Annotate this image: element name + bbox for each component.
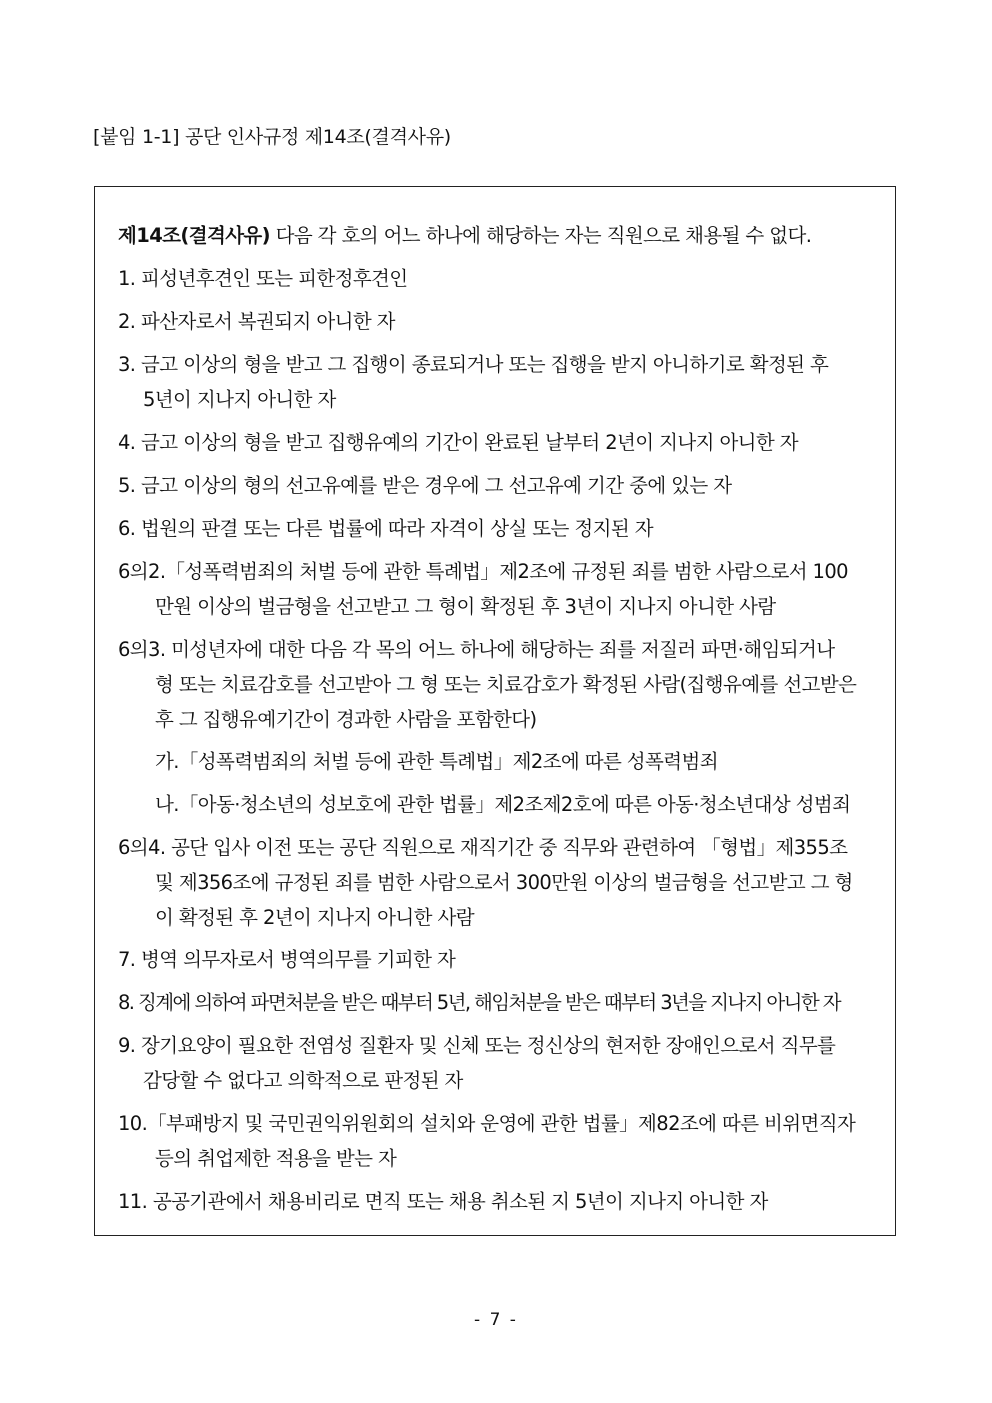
subitem-na: [155, 793, 850, 817]
item-label: 1.: [118, 267, 136, 290]
item-text: 「아동·청소년의 성보호에 관한 법률」제2조제2호에 따른 아동·청소년대상 성범죄: [178, 793, 851, 816]
article-heading-line: [118, 224, 878, 248]
item-label: 10.: [118, 1112, 148, 1135]
item-label: 나.: [155, 793, 179, 816]
item-text: 장기요양이 필요한 전염성 질환자 및 신체 또는 정신상의 현저한 장애인으로서 직무를: [141, 1034, 836, 1057]
item-6-2: [118, 560, 848, 584]
item-text: 「성폭력범죄의 처벌 등에 관한 특례법」제2조에 따른 성폭력범죄: [178, 750, 718, 773]
item-label: 6.: [118, 517, 136, 540]
item-7: [118, 948, 455, 972]
item-9-continuation: 감당할 수 없다고 의학적으로 판정된 자: [143, 1069, 463, 1092]
item-text: 금고 이상의 형을 받고 집행유예의 기간이 완료된 날부터 2년이 지나지 아니한 자: [141, 431, 798, 454]
item-3-continuation: 5년이 지나지 아니한 자: [143, 388, 336, 411]
subitem-ga: [155, 750, 718, 774]
item-label: 11.: [118, 1190, 148, 1213]
item-label: 가.: [155, 750, 179, 773]
item-text: 파산자로서 복권되지 아니한 자: [141, 310, 395, 333]
item-4: [118, 431, 798, 455]
article-intro: 다음 각 호의 어느 하나에 해당하는 자는 직원으로 채용될 수 없다.: [275, 224, 812, 247]
item-8: [118, 991, 840, 1015]
item-label: 6의2.: [118, 560, 166, 583]
item-label: 2.: [118, 310, 136, 333]
item-label: 5.: [118, 474, 136, 497]
item-5: [118, 474, 731, 498]
article-heading: 제14조(결격사유): [118, 224, 270, 247]
item-6: [118, 517, 653, 541]
item-text: 「부패방지 및 국민권익위원회의 설치와 운영에 관한 법률」제82조에 따른 비위면직자: [147, 1112, 856, 1135]
item-9: [118, 1034, 835, 1058]
item-text: 법원의 판결 또는 다른 법률에 따라 자격이 상실 또는 정지된 자: [141, 517, 653, 540]
item-6-2-continuation: 만원 이상의 벌금형을 선고받고 그 형이 확정된 후 3년이 지나지 아니한 사람: [155, 595, 776, 618]
item-10-continuation: 등의 취업제한 적용을 받는 자: [155, 1147, 397, 1170]
item-6-3-continuation-2: 후 그 집행유예기간이 경과한 사람을 포함한다): [155, 708, 537, 731]
item-6-4-continuation-2: 이 확정된 후 2년이 지나지 아니한 사람: [155, 906, 474, 929]
item-6-3-continuation-1: 형 또는 치료감호를 선고받아 그 형 또는 치료감호가 확정된 사람(집행유예를 선고받은: [155, 673, 857, 696]
item-11: [118, 1190, 768, 1214]
attachment-title: [붙임 1-1] 공단 인사규정 제14조(결격사유): [93, 126, 451, 148]
item-1: [118, 267, 408, 291]
item-text: 공공기관에서 채용비리로 면직 또는 채용 취소된 지 5년이 지나지 아니한 자: [152, 1190, 768, 1213]
page-number: - 7 -: [474, 1310, 518, 1330]
item-text: 공단 입사 이전 또는 공단 직원으로 재직기간 중 직무와 관련하여 「형법」제355조: [171, 836, 848, 859]
item-text: 금고 이상의 형의 선고유예를 받은 경우에 그 선고유예 기간 중에 있는 자: [141, 474, 732, 497]
item-6-4-continuation-1: 및 제356조에 규정된 죄를 범한 사람으로서 300만원 이상의 벌금형을 선고받고 그 형: [155, 871, 853, 894]
item-3: [118, 353, 828, 377]
item-text: 금고 이상의 형을 받고 그 집행이 종료되거나 또는 집행을 받지 아니하기로 확정된 후: [141, 353, 829, 376]
item-label: 6의3.: [118, 638, 166, 661]
item-6-3: [118, 638, 834, 662]
item-10: [118, 1112, 855, 1136]
item-text: 「성폭력범죄의 처벌 등에 관한 특례법」제2조에 규정된 죄를 범한 사람으로서 100: [165, 560, 848, 583]
item-text: 미성년자에 대한 다음 각 목의 어느 하나에 해당하는 죄를 저질러 파면·해임되거나: [171, 638, 835, 661]
item-label: 9.: [118, 1034, 136, 1057]
item-label: 8.: [118, 991, 134, 1014]
item-2: [118, 310, 395, 334]
item-text: 병역 의무자로서 병역의무를 기피한 자: [141, 948, 456, 971]
item-label: 7.: [118, 948, 136, 971]
item-label: 3.: [118, 353, 136, 376]
item-label: 4.: [118, 431, 136, 454]
item-label: 6의4.: [118, 836, 166, 859]
item-6-4: [118, 836, 847, 860]
item-text: 징계에 의하여 파면처분을 받은 때부터 5년, 해임처분을 받은 때부터 3년을 지나지 아니한 자: [138, 991, 840, 1014]
item-text: 피성년후견인 또는 피한정후견인: [141, 267, 408, 290]
